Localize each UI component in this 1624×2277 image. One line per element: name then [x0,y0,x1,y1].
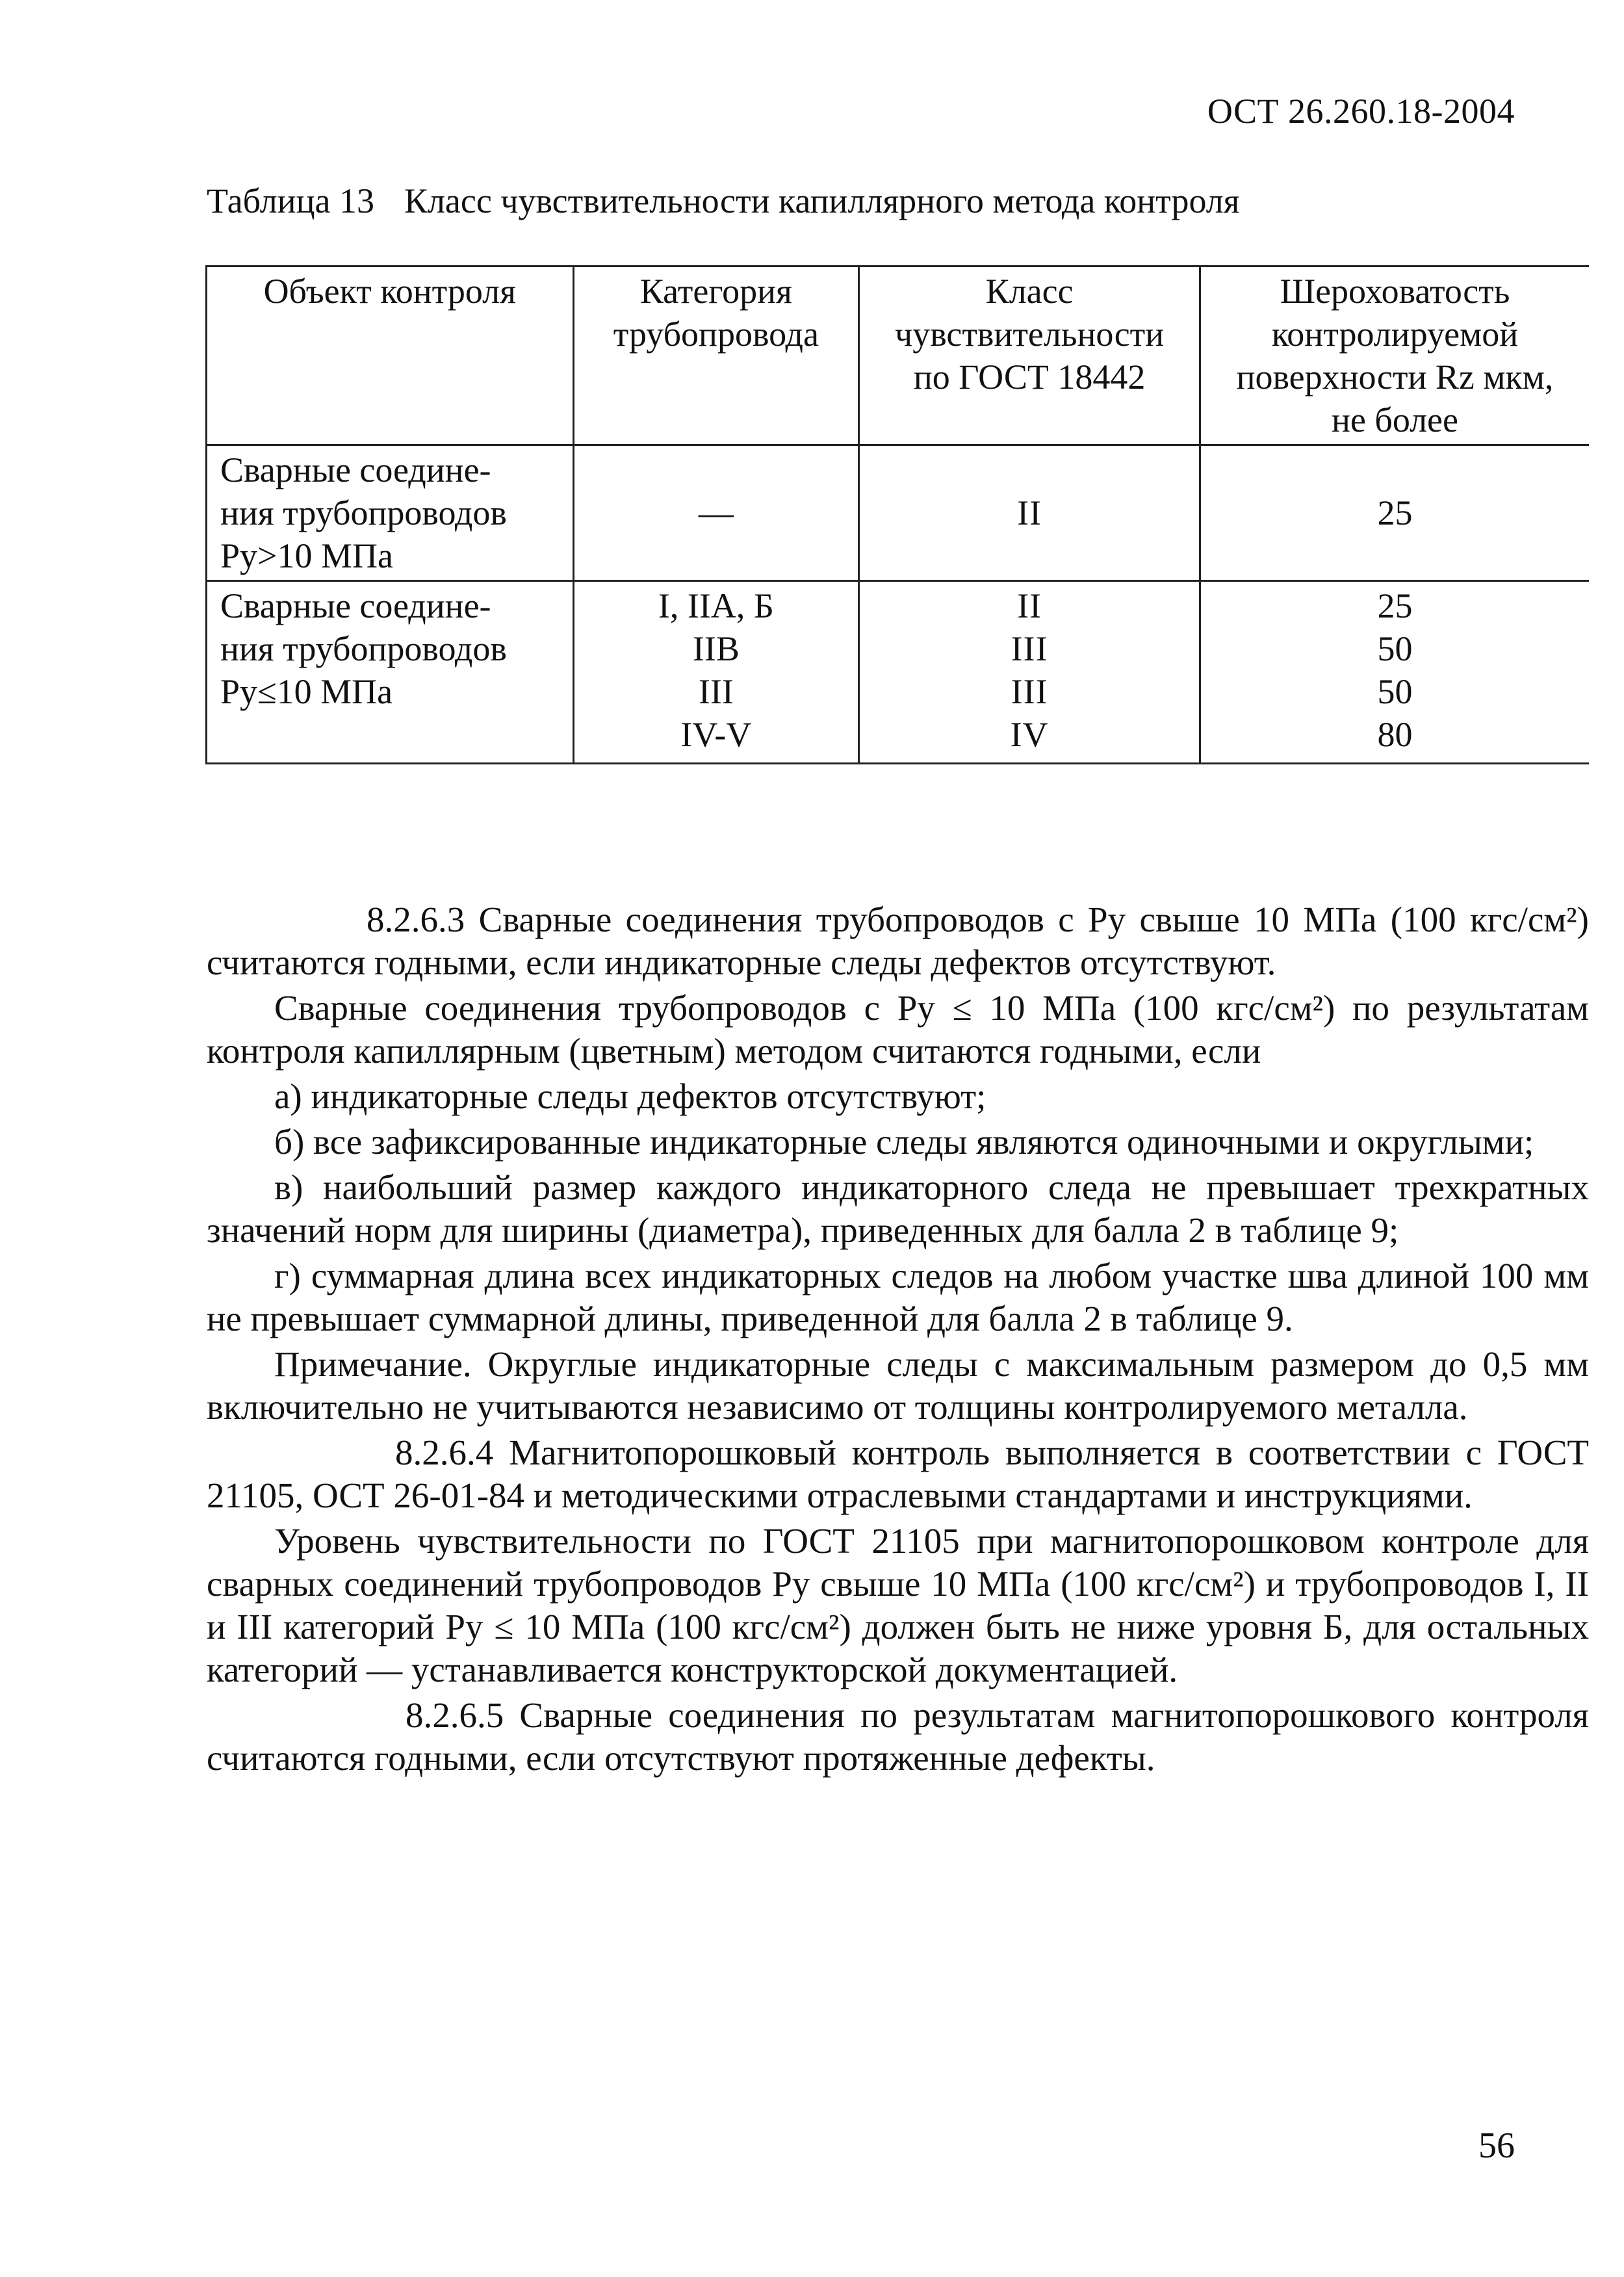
table-header-row [207,267,1590,445]
list-item: в) наибольший размер каждого индикаторного следа не превышает трехкратных значений норм для ширины (диаметра), приведенных для балла 2 в таблице 9; [207,1167,1589,1250]
sensitivity-table [205,265,1589,764]
table-caption [207,181,1240,221]
cell-class: II [859,445,1200,581]
paragraph-8-2-6-3: 8.2.6.3 Сварные соединения трубопроводов с Ру свыше 10 МПа (100 кгс/см²) считаются годными, если индикаторные следы дефектов отсутствуют. [207,900,1589,982]
cell-category: — [573,445,859,581]
paragraph: Уровень чувствительности по ГОСТ 21105 при магнитопорошковом контроле для сварных соединений трубопроводов Ру свыше 10 МПа (100 кгс/см²) и трубопроводов I, II и III категорий Ру ≤ 10 МПа (100 кгс/см²) должен быть не ниже уровня Б, для остальных категорий — устанавливается конструкторской документацией. [207,1521,1589,1689]
table-row [207,445,1590,581]
note-paragraph: Примечание. Округлые индикаторные следы с максимальным размером до 0,5 мм включительно не учитываются независимо от толщины контролируемого металла. [207,1344,1589,1427]
table-row [207,581,1590,764]
cell-roughness: 25 50 50 80 [1200,581,1590,764]
paragraph-8-2-6-5: 8.2.6.5 Сварные соединения по результатам магнитопорошкового контроля считаются годными, если отсутствуют протяженные дефекты. [207,1695,1589,1778]
table-number: Таблица 13 [207,181,374,220]
header-category: Категория трубопровода [573,267,859,445]
list-item: б) все зафиксированные индикаторные следы являются одиночными и округлыми; [274,1122,1534,1162]
cell-roughness: 25 [1200,445,1590,581]
cell-class: II III III IV [859,581,1200,764]
paragraph-8-2-6-4: 8.2.6.4 Магнитопорошковый контроль выполняется в соответствии с ГОСТ 21105, ОСТ 26-01-84 и методическими отраслевыми стандартами и инструкциями. [207,1433,1589,1515]
document-code: ОСТ 26.260.18-2004 [1207,92,1515,131]
header-object: Объект контроля [207,267,574,445]
list-item: г) суммарная длина всех индикаторных следов на любом участке шва длиной 100 мм не превышает суммарной длины, приведенной для балла 2 в таблице 9. [207,1256,1589,1338]
list-item: а) индикаторные следы дефектов отсутствуют; [274,1076,986,1116]
cell-category: I, IIА, Б IIВ III IV-V [573,581,859,764]
header-roughness: Шероховатость контролируемой поверхности Rz мкм, не более [1200,267,1590,445]
cell-object: Сварные соедине- ния трубопроводов Ру>10 МПа [207,445,574,581]
header-class: Класс чувствительности по ГОСТ 18442 [859,267,1200,445]
paragraph: Сварные соединения трубопроводов с Ру ≤ 10 МПа (100 кгс/см²) по результатам контроля капиллярным (цветным) методом считаются годными, если [207,988,1589,1071]
cell-object: Сварные соедине- ния трубопроводов Ру≤10 МПа [207,581,574,764]
page-number: 56 [1478,2126,1515,2166]
table-title: Класс чувствительности капиллярного метода контроля [404,181,1240,220]
body-text [207,898,1589,1782]
